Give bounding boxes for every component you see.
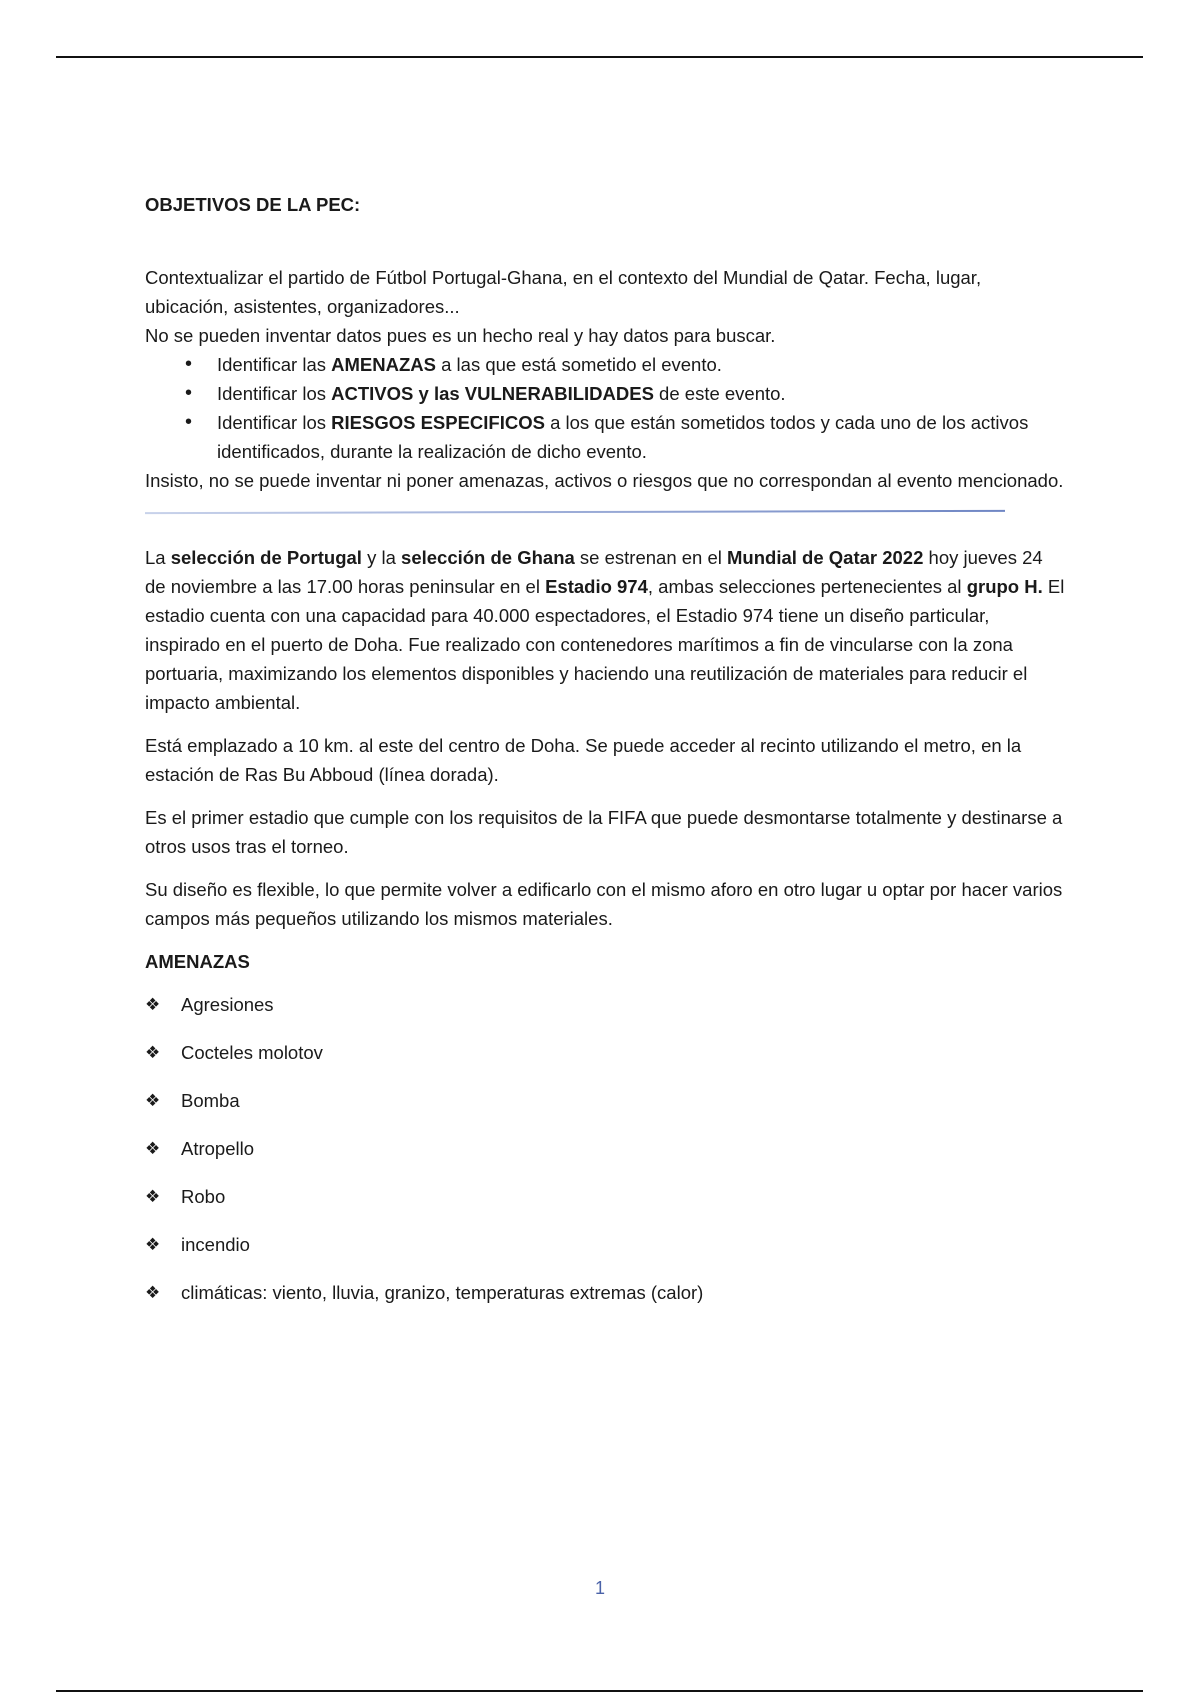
paragraph-fifa: Es el primer estadio que cumple con los requisitos de la FIFA que puede desmontarse totalmente y destinarse a otros usos tras el torneo. [145,807,1063,857]
objectives-insisto: Insisto, no se puede inventar ni poner amenazas, activos o riesgos que no correspondan al evento mencionado. [145,470,1064,491]
threat-item: ❖ Atropello [145,1134,1065,1163]
diamond-bullet-icon: ❖ [145,1043,161,1062]
diamond-bullet-icon: ❖ [145,1283,161,1302]
diamond-bullet-icon: ❖ [145,1139,161,1158]
diamond-bullet-icon: ❖ [145,1091,161,1110]
diamond-bullet-icon: ❖ [145,1235,161,1254]
threat-item: ❖ Cocteles molotov [145,1038,1065,1067]
threat-item: ❖ Bomba [145,1086,1065,1115]
paragraph-match-info: La selección de Portugal y la selección de Ghana se estrenan en el Mundial de Qatar 2022 hoy jueves 24 de noviembre a las 17.00 horas peninsular en el Estadio 974, ambas selecciones pertenecientes al grupo H. El estadio cuenta con una capacidad para 40.000 espectadores, el Estadio 974 tiene un diseño particular, inspirado en el puerto de Doha. Fue realizado con contenedores marítimos a fin de vincularse con la zona portuaria, maximizando los elementos disponibles y haciendo una reutilización de materiales para reducir el impacto ambiental. [145,547,1065,713]
footer-rule [56,1690,1143,1692]
objectives-item: • Identificar los ACTIVOS y las VULNERABILIDADES de este evento. [145,379,1065,408]
page-number: 1 [594,1578,605,1598]
objectives-list [145,350,1065,466]
header-rule [56,56,1143,58]
paragraph-design: Su diseño es flexible, lo que permite volver a edificarlo con el mismo aforo en otro lugar u optar por hacer varios campos más pequeños utilizando los mismos materiales. [145,879,1063,929]
diamond-bullet-icon: ❖ [145,995,161,1014]
document-body [145,190,1065,1326]
threat-item: ❖ Robo [145,1182,1065,1211]
objectives-no-inventar: No se pueden inventar datos pues es un hecho real y hay datos para buscar. [145,325,776,346]
objectives-heading: OBJETIVOS DE LA PEC: [145,194,361,215]
threat-item: ❖ Agresiones [145,990,1065,1019]
threat-item: ❖ climáticas: viento, lluvia, granizo, temperaturas extremas (calor) [145,1278,1065,1307]
threats-list [145,990,1065,1307]
threats-heading: AMENAZAS [145,951,250,972]
objectives-item: • Identificar las AMENAZAS a las que está sometido el evento. [145,350,1065,379]
paragraph-location: Está emplazado a 10 km. al este del centro de Doha. Se puede acceder al recinto utilizando el metro, en la estación de Ras Bu Abboud (línea dorada). [145,735,1022,785]
diamond-bullet-icon: ❖ [145,1187,161,1206]
objectives-intro: Contextualizar el partido de Fútbol Portugal-Ghana, en el contexto del Mundial de Qatar. Fecha, lugar, ubicación, asistentes, organizadores... [145,267,982,317]
threat-item: ❖ incendio [145,1230,1065,1259]
objectives-item: • Identificar los RIESGOS ESPECIFICOS a los que están sometidos todos y cada uno de los activos identificados, durante la realización de dicho evento. [145,408,1065,466]
section-divider [145,510,1005,514]
